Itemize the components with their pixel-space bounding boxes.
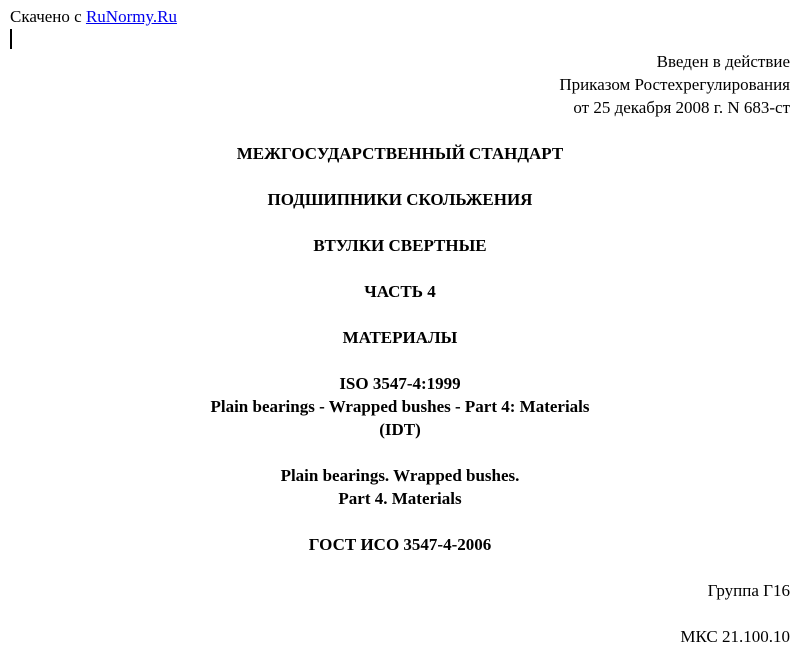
enactment-line-1: Введен в действие <box>656 52 790 71</box>
enactment-line-3: от 25 декабря 2008 г. N 683-ст <box>573 98 790 117</box>
enactment-note <box>559 50 790 119</box>
text-cursor <box>10 29 12 49</box>
english-title-line-2: Part 4. Materials <box>338 489 462 508</box>
part-heading: ЧАСТЬ 4 <box>364 282 436 301</box>
standard-heading: МЕЖГОСУДАРСТВЕННЫЙ СТАНДАРТ <box>236 144 564 163</box>
iso-reference <box>0 372 796 441</box>
iso-code: ISO 3547-4:1999 <box>339 374 461 393</box>
source-line <box>10 5 177 28</box>
mks-code: МКС 21.100.10 <box>680 627 790 646</box>
english-title <box>0 464 796 510</box>
source-prefix: Скачено с <box>10 7 86 26</box>
iso-equivalence: (IDT) <box>379 420 421 439</box>
gost-designation: ГОСТ ИСО 3547-4-2006 <box>308 535 492 554</box>
enactment-line-2: Приказом Ростехрегулирования <box>559 75 790 94</box>
topic-heading: МАТЕРИАЛЫ <box>342 328 458 347</box>
iso-title: Plain bearings - Wrapped bushes - Part 4: Materials <box>210 397 590 416</box>
subject-heading: ПОДШИПНИКИ СКОЛЬЖЕНИЯ <box>267 190 533 209</box>
source-link[interactable]: RuNormy.Ru <box>85 7 177 26</box>
group-code: Группа Г16 <box>707 581 790 600</box>
item-heading: ВТУЛКИ СВЕРТНЫЕ <box>313 236 487 255</box>
english-title-line-1: Plain bearings. Wrapped bushes. <box>280 466 520 485</box>
